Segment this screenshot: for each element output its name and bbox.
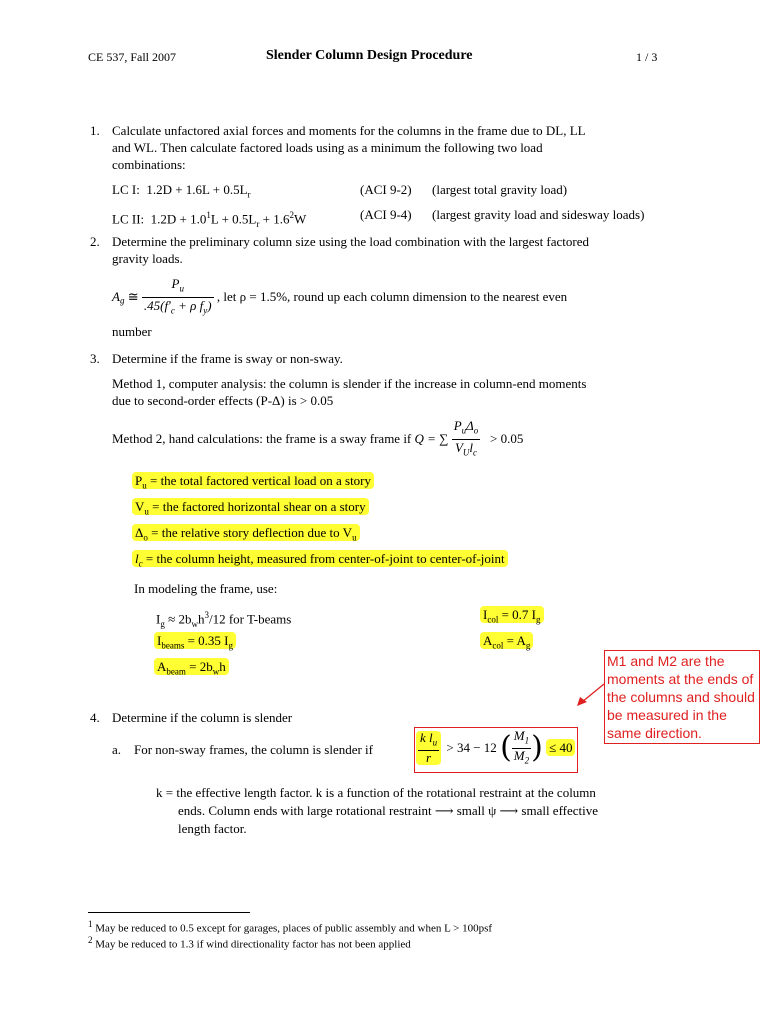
- def-vu: [132, 498, 369, 521]
- def-part: = the column height, measured from center-of-joint to center-of-joint: [142, 551, 505, 566]
- def-part: = the relative story deflection due to V: [147, 525, 353, 540]
- eq-part: = 0.35 I: [184, 633, 229, 648]
- lc2-ref: (ACI 9-4): [360, 207, 412, 222]
- step-text: Determine if the frame is sway or non-sway.: [112, 351, 343, 366]
- step-number: 1.: [90, 123, 100, 138]
- method-1-text: due to second-order effects (P-Δ) is > 0.05: [112, 393, 334, 408]
- def-part: = the total factored vertical load on a story: [146, 473, 372, 488]
- eq-part: V: [454, 439, 463, 455]
- eq-sub: g: [228, 640, 234, 651]
- eq-part: + ρ f: [174, 297, 204, 313]
- lc-label: LC II:: [112, 211, 145, 227]
- annotation-callout: M1 and M2 are the moments at the ends of the columns and should be measured in the same direction.: [604, 650, 760, 744]
- eq-sub: g: [160, 618, 165, 629]
- def-part: l: [135, 551, 139, 566]
- lc-sub: r: [256, 218, 260, 229]
- eq-sub: beam: [166, 666, 186, 677]
- course-label: CE 537, Fall 2007: [88, 50, 177, 64]
- area-equation: [112, 276, 567, 318]
- step-text: gravity loads.: [112, 251, 183, 266]
- footnote-text: May be reduced to 0.5 except for garages, places of public assembly and when L > 100psf: [95, 922, 493, 935]
- def-lc: [132, 550, 508, 573]
- k-definition: ends. Column ends with large rotational restraint ⟶ small ψ ⟶ small effective: [178, 803, 599, 818]
- method-2-text: Method 2, hand calculations: the frame is a sway frame if: [112, 431, 412, 447]
- def-delta: [132, 524, 360, 547]
- eq-part: P: [453, 418, 462, 433]
- step-text: number: [112, 324, 152, 339]
- lc-sub: r: [247, 189, 251, 200]
- def-sub: u: [352, 532, 357, 543]
- eq-part: A: [157, 659, 167, 674]
- eq-tail: ≤ 40: [546, 739, 575, 756]
- eq-part: h: [197, 611, 205, 627]
- eq-part: k l: [420, 730, 433, 746]
- lc-part: L + 0.5L: [210, 211, 257, 227]
- ig-formula: [156, 606, 291, 633]
- step-number: 3.: [90, 351, 100, 366]
- footnote-ref: 1: [206, 210, 211, 220]
- lc1-ref: (ACI 9-2): [360, 182, 412, 197]
- step-number: 2.: [90, 234, 100, 249]
- footnote-ref: 2: [289, 210, 294, 220]
- load-combo-2: [112, 206, 306, 233]
- eq-part: I: [483, 607, 488, 622]
- eq-lhs: A: [112, 289, 120, 305]
- eq-symbol: ≅: [127, 289, 139, 305]
- eq-part: M: [513, 747, 525, 763]
- eq-part: /12 for T-beams: [208, 611, 292, 627]
- def-sub: u: [142, 480, 147, 491]
- q-tail: > 0.05: [490, 431, 524, 447]
- eq-part: = 0.7 I: [498, 607, 537, 622]
- model-intro: In modeling the frame, use:: [134, 581, 278, 596]
- eq-sub: u: [461, 425, 467, 436]
- k-definition: length factor.: [178, 821, 247, 836]
- footnote-mark: 1: [88, 919, 93, 929]
- eq-denominator: [142, 298, 214, 319]
- m-denominator: [512, 749, 531, 768]
- lc2-note: (largest gravity load and sidesway loads): [432, 207, 645, 222]
- def-part: Δ: [135, 525, 144, 540]
- m-numerator: [512, 729, 531, 749]
- footnote-mark: 2: [88, 935, 93, 945]
- step-text: Determine if the column is slender: [112, 710, 293, 725]
- eq-part: .45(f′: [143, 297, 171, 313]
- eq-fraction: [142, 276, 214, 318]
- load-combo-1: [112, 181, 251, 204]
- eq-sub: col: [492, 640, 504, 651]
- lc-label: LC I:: [112, 182, 140, 197]
- eq-sub: U: [462, 447, 470, 458]
- def-part: V: [135, 499, 145, 514]
- lc-formula: 1.2D + 1.6L + 0.5L: [146, 182, 248, 197]
- eq-sub: w: [191, 618, 198, 629]
- slenderness-formula: [416, 729, 575, 771]
- eq-sub: c: [473, 447, 478, 458]
- eq-sub: 2: [524, 755, 530, 766]
- eq-sub: g: [525, 640, 531, 651]
- ibeam-formula: [154, 632, 236, 655]
- method-2: [112, 418, 523, 460]
- eq-numerator: [142, 276, 214, 298]
- eq-part: = 2b: [185, 659, 213, 674]
- eq-middle: > 34 − 12: [446, 740, 497, 756]
- def-sub: u: [144, 506, 149, 517]
- m-fraction: [512, 729, 531, 767]
- page-title: Slender Column Design Procedure: [266, 48, 473, 63]
- left-paren: (: [500, 730, 512, 766]
- callout-arrow-icon: [574, 682, 606, 708]
- eq-sub: o: [473, 425, 479, 436]
- eq-part: M: [513, 728, 525, 743]
- eq-part: I: [156, 611, 161, 627]
- eq-sub: 1: [524, 735, 530, 746]
- eq-part: h: [219, 659, 226, 674]
- eq-part: A: [483, 633, 493, 648]
- substep-text: For non-sway frames, the column is slender if: [134, 742, 374, 757]
- method-1-text: Method 1, computer analysis: the column is slender if the increase in column-end moments: [112, 376, 587, 391]
- q-numerator: [452, 418, 481, 440]
- kl-fraction: [416, 731, 441, 765]
- lc-part: + 1.6: [259, 211, 290, 227]
- eq-sub: u: [179, 283, 184, 294]
- step-text: Determine the preliminary column size using the load combination with the largest factored: [112, 234, 590, 249]
- q-fraction: [452, 418, 481, 460]
- def-part: P: [135, 473, 143, 488]
- footnote-1: [88, 919, 492, 935]
- footnote-rule: [88, 912, 250, 913]
- step-text: combinations:: [112, 157, 186, 172]
- def-sub: c: [138, 558, 143, 569]
- eq-part: I: [157, 633, 162, 648]
- step-text: Calculate unfactored axial forces and moments for the columns in the frame due to DL, LL: [112, 123, 586, 138]
- eq-part: ): [207, 297, 212, 313]
- eq-part: P: [171, 276, 180, 291]
- eq-part: l: [469, 439, 474, 455]
- page-number: 1 / 3: [636, 50, 658, 64]
- eq-sub: g: [536, 614, 541, 625]
- k-definition: k = the effective length factor. k is a function of the rotational restraint at the column: [156, 785, 596, 800]
- lc-part: 1.2D + 1.0: [150, 211, 207, 227]
- eq-sub: beams: [161, 640, 185, 651]
- kl-denominator: r: [426, 749, 432, 765]
- eq-sup: 3: [204, 610, 209, 620]
- footnote-2: [88, 935, 411, 951]
- lc-part: W: [293, 211, 307, 227]
- def-pu: [132, 472, 374, 495]
- abeam-formula: [154, 658, 229, 681]
- eq-sub: w: [212, 666, 220, 677]
- icol-formula: [480, 606, 544, 629]
- eq-part: = A: [503, 633, 526, 648]
- eq-part: ≈ 2b: [164, 611, 192, 627]
- acol-formula: [480, 632, 533, 655]
- def-part: = the factored horizontal shear on a story: [148, 499, 366, 514]
- eq-sub: y: [203, 305, 208, 316]
- eq-sub: col: [487, 614, 499, 625]
- eq-sub: c: [170, 305, 175, 316]
- eq-sub: g: [119, 295, 125, 306]
- kl-numerator: [418, 731, 439, 751]
- substep-label: a.: [112, 742, 122, 757]
- def-sub: o: [143, 532, 148, 543]
- q-denominator: [452, 440, 481, 461]
- right-paren: ): [531, 730, 543, 766]
- eq-part: Δ: [466, 418, 474, 433]
- eq-tail: , let ρ = 1.5%, round up each column dimension to the nearest even: [216, 289, 568, 305]
- step-text: and WL. Then calculate factored loads using as a minimum the following two load: [112, 140, 543, 155]
- footnote-text: May be reduced to 1.3 if wind directionality factor has not been applied: [95, 938, 411, 951]
- step-number: 4.: [90, 710, 100, 725]
- lc1-note: (largest total gravity load): [432, 182, 568, 197]
- q-lhs: Q = ∑: [414, 431, 449, 447]
- eq-sub: u: [432, 737, 438, 748]
